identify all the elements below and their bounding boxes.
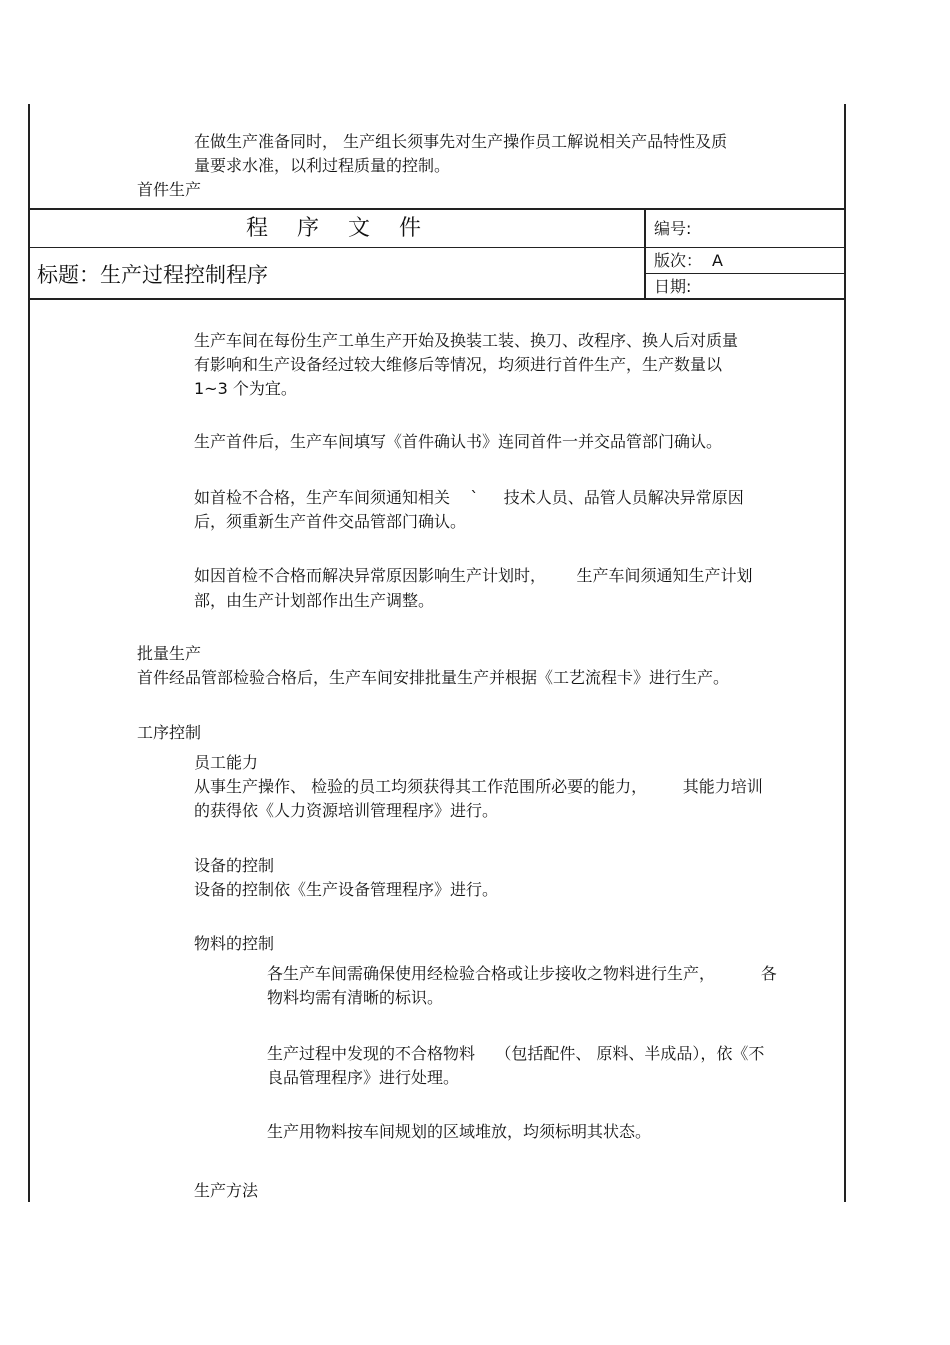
batch-production-text: 首件经品管部检验合格后，生产车间安排批量生产并根据《工艺流程卡》进行生产。 (137, 668, 730, 687)
plan-adjust-para-line-2: 部，由生产计划部作出生产调整。 (194, 591, 435, 610)
right-border-top (844, 104, 846, 210)
intro-line-2: 量要求水准，以利过程质量的控制。 (194, 156, 451, 175)
material-para-1-line-2: 物料均需有清晰的标识。 (267, 988, 444, 1007)
right-border-body (844, 298, 846, 1202)
heading-material-control: 物料的控制 (194, 934, 275, 953)
material-para-2-line-2: 良品管理程序》进行处理。 (267, 1068, 460, 1087)
header-top-rule (28, 208, 846, 210)
heading-staff-competence: 员工能力 (194, 753, 259, 772)
plan-adjust-para-line-1: 如因首检不合格而解决异常原因影响生产计划时， 生产车间须通知生产计划 (194, 566, 753, 585)
first-article-para-line-3: 1~3 个为宜。 (194, 379, 297, 398)
header-bottom-rule (28, 298, 846, 300)
material-para-1-line-1: 各生产车间需确保使用经检验合格或让步接收之物料进行生产， 各 (267, 964, 777, 983)
first-article-para-line-2: 有影响和生产设备经过较大维修后等情况，均须进行首件生产，生产数量以 (194, 355, 723, 374)
first-article-para-line-1: 生产车间在每份生产工单生产开始及换装工装、换刀、改程序、换人后对质量 (194, 331, 739, 350)
intro-line-1: 在做生产准备同时， 生产组长须事先对生产操作员工解说相关产品特性及质 (194, 132, 728, 151)
first-article-confirm-para: 生产首件后，生产车间填写《首件确认书》连同首件一并交品管部门确认。 (194, 432, 723, 451)
heading-equipment-control: 设备的控制 (194, 856, 275, 875)
heading-production-method: 生产方法 (194, 1181, 259, 1200)
staff-competence-line-1: 从事生产操作、 检验的员工均须获得其工作范围所必要的能力， 其能力培训 (194, 777, 763, 796)
left-border-top (28, 104, 30, 210)
heading-first-production: 首件生产 (137, 180, 202, 199)
equipment-control-text: 设备的控制依《生产设备管理程序》进行。 (194, 880, 499, 899)
doc-number-label: 编号: (654, 219, 692, 238)
heading-batch-production: 批量生产 (137, 644, 202, 663)
header-right-border (844, 208, 846, 300)
doc-title: 标题：生产过程控制程序 (37, 263, 268, 287)
heading-process-control: 工序控制 (137, 723, 202, 742)
header-left-border (28, 208, 30, 300)
material-para-2-line-1: 生产过程中发现的不合格物料 （包括配件、 原料、半成品），依《不 (267, 1044, 765, 1063)
header-middle-rule (28, 247, 846, 248)
version-label: 版次： (654, 251, 703, 270)
doc-type-title: 程 序 文 件 (246, 216, 423, 241)
material-para-3: 生产用物料按车间规划的区域堆放，均须标明其状态。 (267, 1122, 652, 1141)
inspection-fail-para-line-1: 如首检不合格，生产车间须通知相关 ` 技术人员、品管人员解决异常原因 (194, 488, 744, 507)
version-value: A (712, 251, 723, 270)
inspection-fail-para-line-2: 后，须重新生产首件交品管部门确认。 (194, 512, 467, 531)
header-version-rule (644, 273, 846, 274)
left-border-body (28, 298, 30, 1202)
header-column-divider (644, 208, 646, 300)
date-label: 日期: (654, 277, 692, 296)
staff-competence-line-2: 的获得依《人力资源培训管理程序》进行。 (194, 801, 499, 820)
